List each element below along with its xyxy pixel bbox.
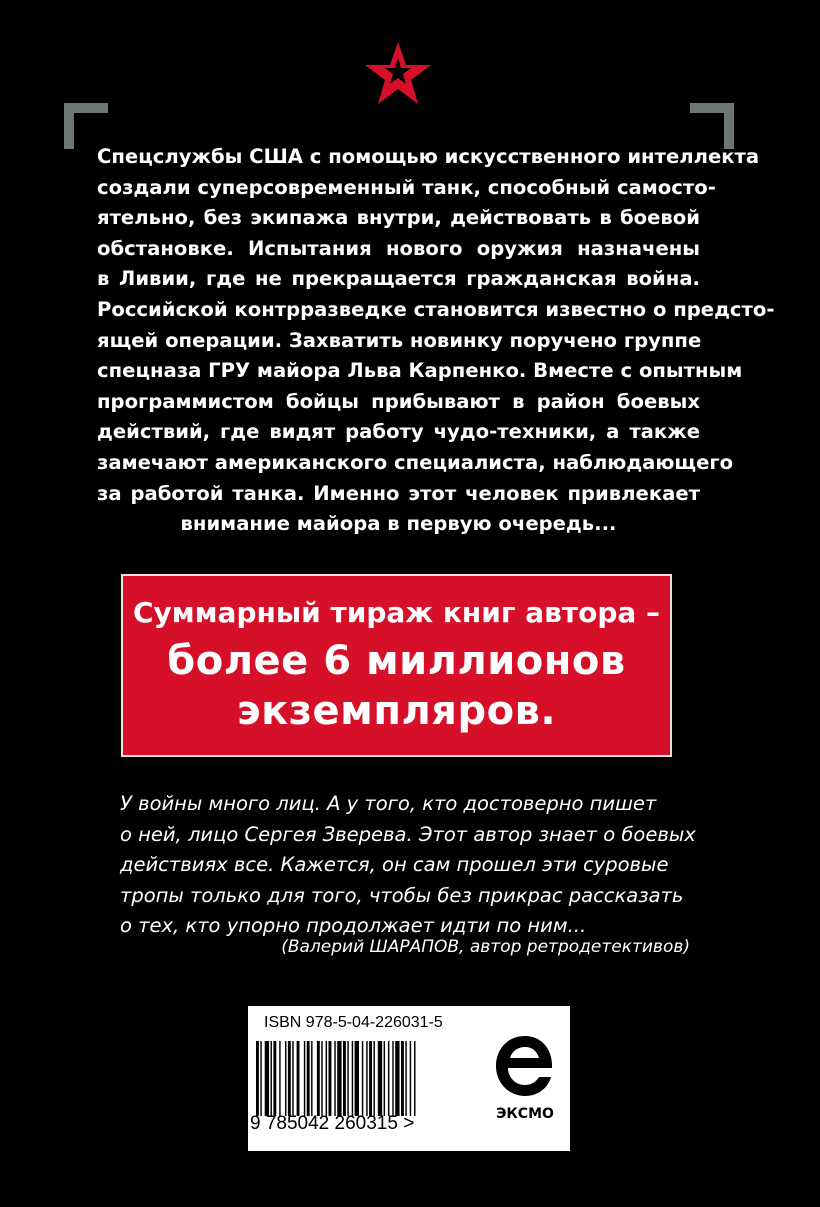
barcode-bar [265, 1041, 269, 1116]
barcode-bar [384, 1041, 385, 1116]
barcode-bar [317, 1041, 320, 1116]
promo-line-2: более 6 миллионов [167, 638, 626, 684]
isbn-label: ISBN 978-5-04-226031-5 [264, 1014, 443, 1031]
synopsis-line: спецназа ГРУ майора Льва Карпенко. Вместе с опытным [97, 359, 743, 383]
synopsis-line: обстановке. Испытания нового оружия назначены [97, 236, 700, 260]
barcode-bar [414, 1041, 415, 1116]
red-star-icon [363, 40, 433, 106]
barcode-bar [347, 1041, 348, 1116]
synopsis-line: Российской контрразведке становится известно о предсто- [97, 297, 775, 321]
barcode-bar [388, 1041, 389, 1116]
review-quote [120, 789, 720, 942]
barcode-bar [337, 1041, 341, 1116]
barcode-bar [260, 1041, 261, 1116]
synopsis-line: в Ливии, где не прекращается гражданская война. [97, 267, 700, 291]
synopsis-line: программистом бойцы прибывают в район боевых [97, 389, 700, 413]
quote-line: тропы только для того, чтобы без прикрас рассказать [120, 883, 684, 907]
promo-line-1: Суммарный тираж книг автора – [132, 596, 661, 629]
barcode-bar [307, 1041, 310, 1116]
barcode-bar [304, 1041, 305, 1116]
barcode-bar [366, 1041, 367, 1116]
barcode-bar [292, 1041, 293, 1116]
barcode-bar [352, 1041, 353, 1116]
barcode-bar [256, 1041, 259, 1116]
barcode-bar [311, 1041, 312, 1116]
barcode-bar [285, 1041, 286, 1116]
barcode-bar [369, 1041, 372, 1116]
barcode-bar [395, 1041, 399, 1116]
barcode-bar [401, 1041, 404, 1116]
barcode-bar [326, 1041, 327, 1116]
barcode-bar [405, 1041, 406, 1116]
synopsis-line: Спецслужбы США с помощью искусственного интеллекта [97, 145, 760, 168]
quote-line: о ней, лицо Сергея Зверева. Этот автор знает о боевых [120, 822, 696, 846]
sales-promo-box [121, 574, 672, 757]
synopsis-line: ятельно, без экипажа внутри, действовать в боевой [97, 206, 700, 230]
barcode-bar [288, 1041, 291, 1116]
promo-line-3: экземпляров. [236, 688, 557, 734]
synopsis-line: внимание майора в первую очередь... [180, 512, 617, 536]
barcode-bar [392, 1041, 393, 1116]
synopsis-line: создали суперсовременный танк, способный самосто- [97, 175, 716, 199]
barcode-bar [362, 1041, 363, 1116]
barcode-bar [273, 1041, 276, 1116]
barcode-bar [297, 1041, 300, 1116]
quote-line: У войны много лиц. А у того, кто достоверно пишет [120, 792, 657, 815]
barcode-bar [279, 1041, 280, 1116]
quote-attribution: (Валерий ШАРАПОВ, автор ретродетективов) [281, 937, 690, 957]
book-synopsis [97, 142, 775, 540]
eksmo-logo-icon [490, 1030, 560, 1125]
synopsis-line: за работой танка. Именно этот человек привлекает [97, 481, 700, 505]
barcode-image [256, 1041, 466, 1116]
quote-line: о тех, кто упорно продолжает идти по ним... [120, 914, 587, 938]
barcode-bar [378, 1041, 382, 1116]
barcode-bar [410, 1041, 411, 1116]
barcode-bar [321, 1041, 322, 1116]
synopsis-line: замечают американского специалиста, наблюдающего [97, 450, 734, 474]
barcode-bar [355, 1041, 359, 1116]
barcode-bar [329, 1041, 332, 1116]
barcode-digits: 9 785042 260315 > [250, 1113, 415, 1134]
synopsis-line: действий, где видят работу чудо-техники, а также [97, 420, 700, 444]
synopsis-line: ящей операции. Захватить новинку поручено группе [97, 328, 702, 352]
publisher-name: ЭКСМО [496, 1106, 554, 1122]
barcode-bar [271, 1041, 272, 1116]
barcode-bar [334, 1041, 335, 1116]
barcode-bar [373, 1041, 374, 1116]
quote-line: действиях все. Кажется, он сам прошел эти суровые [120, 853, 669, 877]
barcode-bar [343, 1041, 346, 1116]
